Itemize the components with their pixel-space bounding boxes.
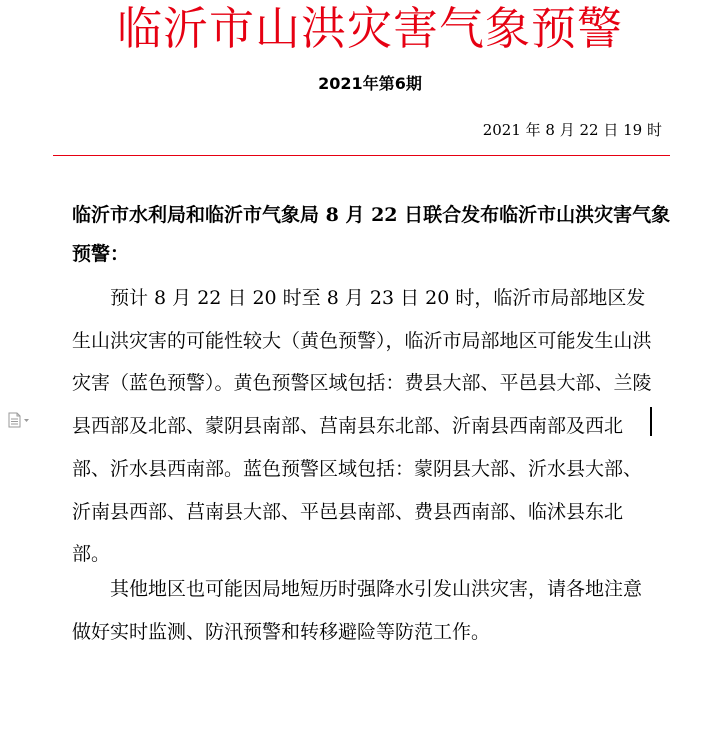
header-divider bbox=[53, 155, 670, 156]
forecast-paragraph: 预计 8 月 22 日 20 时至 8 月 23 日 20 时，临沂市局部地区发生山洪灾害的可能性较大（黄色预警），临沂市局部地区可能发生山洪灾害（蓝色预警）。黄色预警区域包括：费县大部、平邑县大部、兰陵县西部及北部、蒙阴县南部、莒南县东北部、沂南县西南部及西北部、沂水县西南部。蓝色预警区域包括：蒙阴县大部、沂水县大部、沂南县西部、莒南县大部、平邑县南部、费县西南部、临沭县东北部。 bbox=[72, 287, 652, 566]
document-options-icon[interactable] bbox=[6, 412, 34, 428]
document-title: 临沂市山洪灾害气象预警 bbox=[116, 2, 623, 55]
issue-date: 2021 年 8 月 22 日 19 时 bbox=[482, 121, 662, 139]
lead-paragraph: 临沂市水利局和临沂市气象局 8 月 22 日联合发布临沂市山洪灾害气象预警： bbox=[72, 204, 671, 265]
text-cursor bbox=[650, 407, 652, 436]
advice-paragraph: 其他地区也可能因局地短历时强降水引发山洪灾害，请各地注意做好实时监测、防汛预警和转移避险等防范工作。 bbox=[72, 578, 643, 643]
issue-number: 2021年第6期 bbox=[318, 74, 422, 93]
